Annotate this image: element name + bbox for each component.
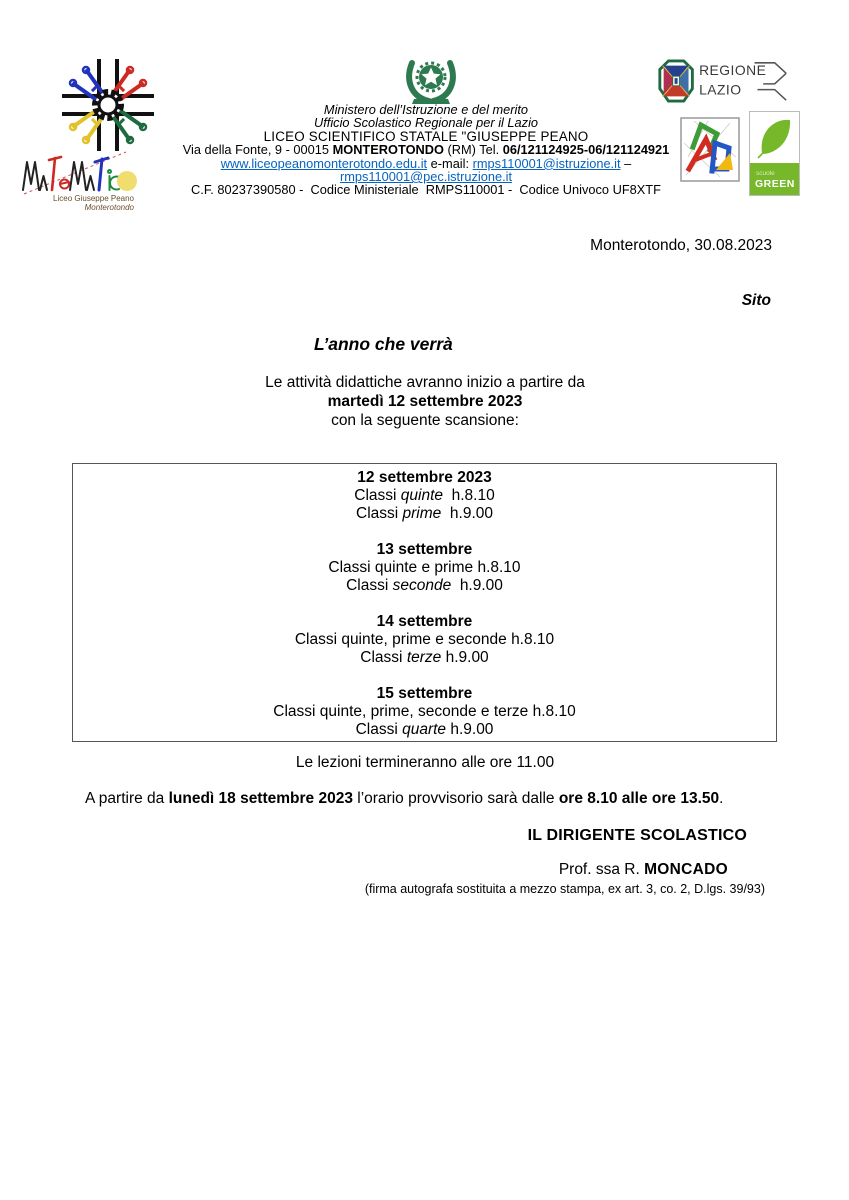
line-pre: Classi [354,487,401,504]
day-line [73,505,776,523]
address-mid: (RM) Tel. [443,142,503,158]
line-pre: Classi quinte, prime e seconde h.8.10 [294,631,555,648]
lessons-end-line: Le lezioni termineranno alle ore 11.00 [295,754,555,771]
day-title: 12 settembre 2023 [357,469,492,486]
address-city: MONTEROTONDO [332,142,444,158]
from-date-bold: lunedì 18 settembre 2023 [168,790,353,807]
signature-surname: MONCADO [644,861,728,878]
day-title: 13 settembre [376,541,473,558]
address-pre: Via della Fonte, 9 - 00015 [182,142,333,158]
line-post: h.9.00 [451,577,503,594]
intro-start-date: martedì 12 settembre 2023 [327,393,523,410]
line-post: h.9.00 [441,649,489,666]
schedule-day [73,613,776,667]
pec-line [170,170,682,183]
day-line [73,631,776,649]
line-pre: Classi [356,505,403,522]
line-post: h.8.10 [443,487,495,504]
line-pre: Classi [355,721,403,738]
place-date-line: Monterotondo, 30.08.2023 [590,237,772,254]
line-em: prime [402,505,442,522]
green-text: GREEN [755,178,795,190]
document-title: L’anno che verrà [314,334,453,354]
line-post: h.9.00 [441,505,493,522]
day-line [73,559,776,577]
schedule-day [73,685,776,739]
scuole-green-logo [749,111,800,196]
day-title: 15 settembre [376,685,473,702]
school-name: LICEO SCIENTIFICO STATALE "GIUSEPPE PEANO [263,128,589,144]
regional-office-line: Ufficio Scolastico Regionale per il Lazio [313,115,539,131]
scuole-text: scuole [756,170,775,177]
fiscal-code-line: C.F. 80237390580 - Codice Ministeriale RMPS110001 - Codice Univoco UF8XTF [191,182,661,198]
provisional-schedule-line [85,790,723,808]
matematico-logo [22,146,138,212]
regione-text: REGIONE [699,62,767,79]
from-mid: l’orario provvisorio sarà dalle [352,790,559,807]
address-phones: 06/121124925-06/121124921 [502,142,670,158]
day-line [73,721,776,739]
line-em: quarte [402,721,447,738]
signature-role: IL DIRIGENTE SCOLASTICO [527,827,747,844]
italy-republic-emblem-icon [403,52,459,106]
schedule-day [73,469,776,523]
intro-paragraph [72,373,778,430]
intro-line-1: Le attività didattiche avranno inizio a partire da [265,374,585,391]
from-hours-bold: ore 8.10 alle ore 13.50 [558,790,720,807]
matematico-caption-school: Liceo Giuseppe Peano [53,194,134,203]
ministry-line: Ministero dell’Istruzione e del merito [323,102,529,117]
pec-link[interactable]: rmps110001@pec.istruzione.it [339,169,513,185]
letterhead [170,103,682,197]
from-end: . [719,790,724,807]
website-link[interactable]: www.liceopeanomonterotondo.edu.it [220,155,428,171]
matematico-wordmark-icon [22,146,138,198]
lazio-text: LAZIO [699,81,742,98]
from-pre: A partire da [85,790,169,807]
line-em: quinte [400,487,444,504]
line-pre: Classi [360,649,407,666]
email-label: e-mail: [427,155,473,171]
line-pre: Classi [346,577,393,594]
signature-name [0,861,728,879]
district-abstract-logo [680,117,740,184]
line-em: terze [406,649,442,666]
line-pre: Classi quinte, prime, seconde e terze h.8.10 [273,703,576,720]
line-pre: Classi quinte e prime h.8.10 [328,559,521,576]
day-line [73,649,776,667]
schedule-box [72,463,777,742]
email-link[interactable]: rmps110001@istruzione.it [472,155,621,171]
matematico-caption-city: Monterotondo [84,203,134,212]
regione-lazio-logo [656,56,790,106]
signature-name-pre: Prof. ssa R. [558,861,645,878]
signature-note: (firma autografa sostituita a mezzo stampa, ex art. 3, co. 2, D.lgs. 39/93) [364,882,765,896]
address-line [170,143,682,156]
day-line [73,577,776,595]
contacts-line [170,157,682,170]
line-post: h.9.00 [446,721,494,738]
day-line [73,487,776,505]
line-em: seconde [392,577,452,594]
day-line [73,703,776,721]
sito-recipient: Sito [741,292,771,309]
day-title: 14 settembre [376,613,473,630]
schedule-day [73,541,776,595]
intro-line-3: con la seguente scansione: [331,412,519,429]
gear-snowflake-logo [60,57,156,153]
contacts-dash: – [620,155,632,171]
